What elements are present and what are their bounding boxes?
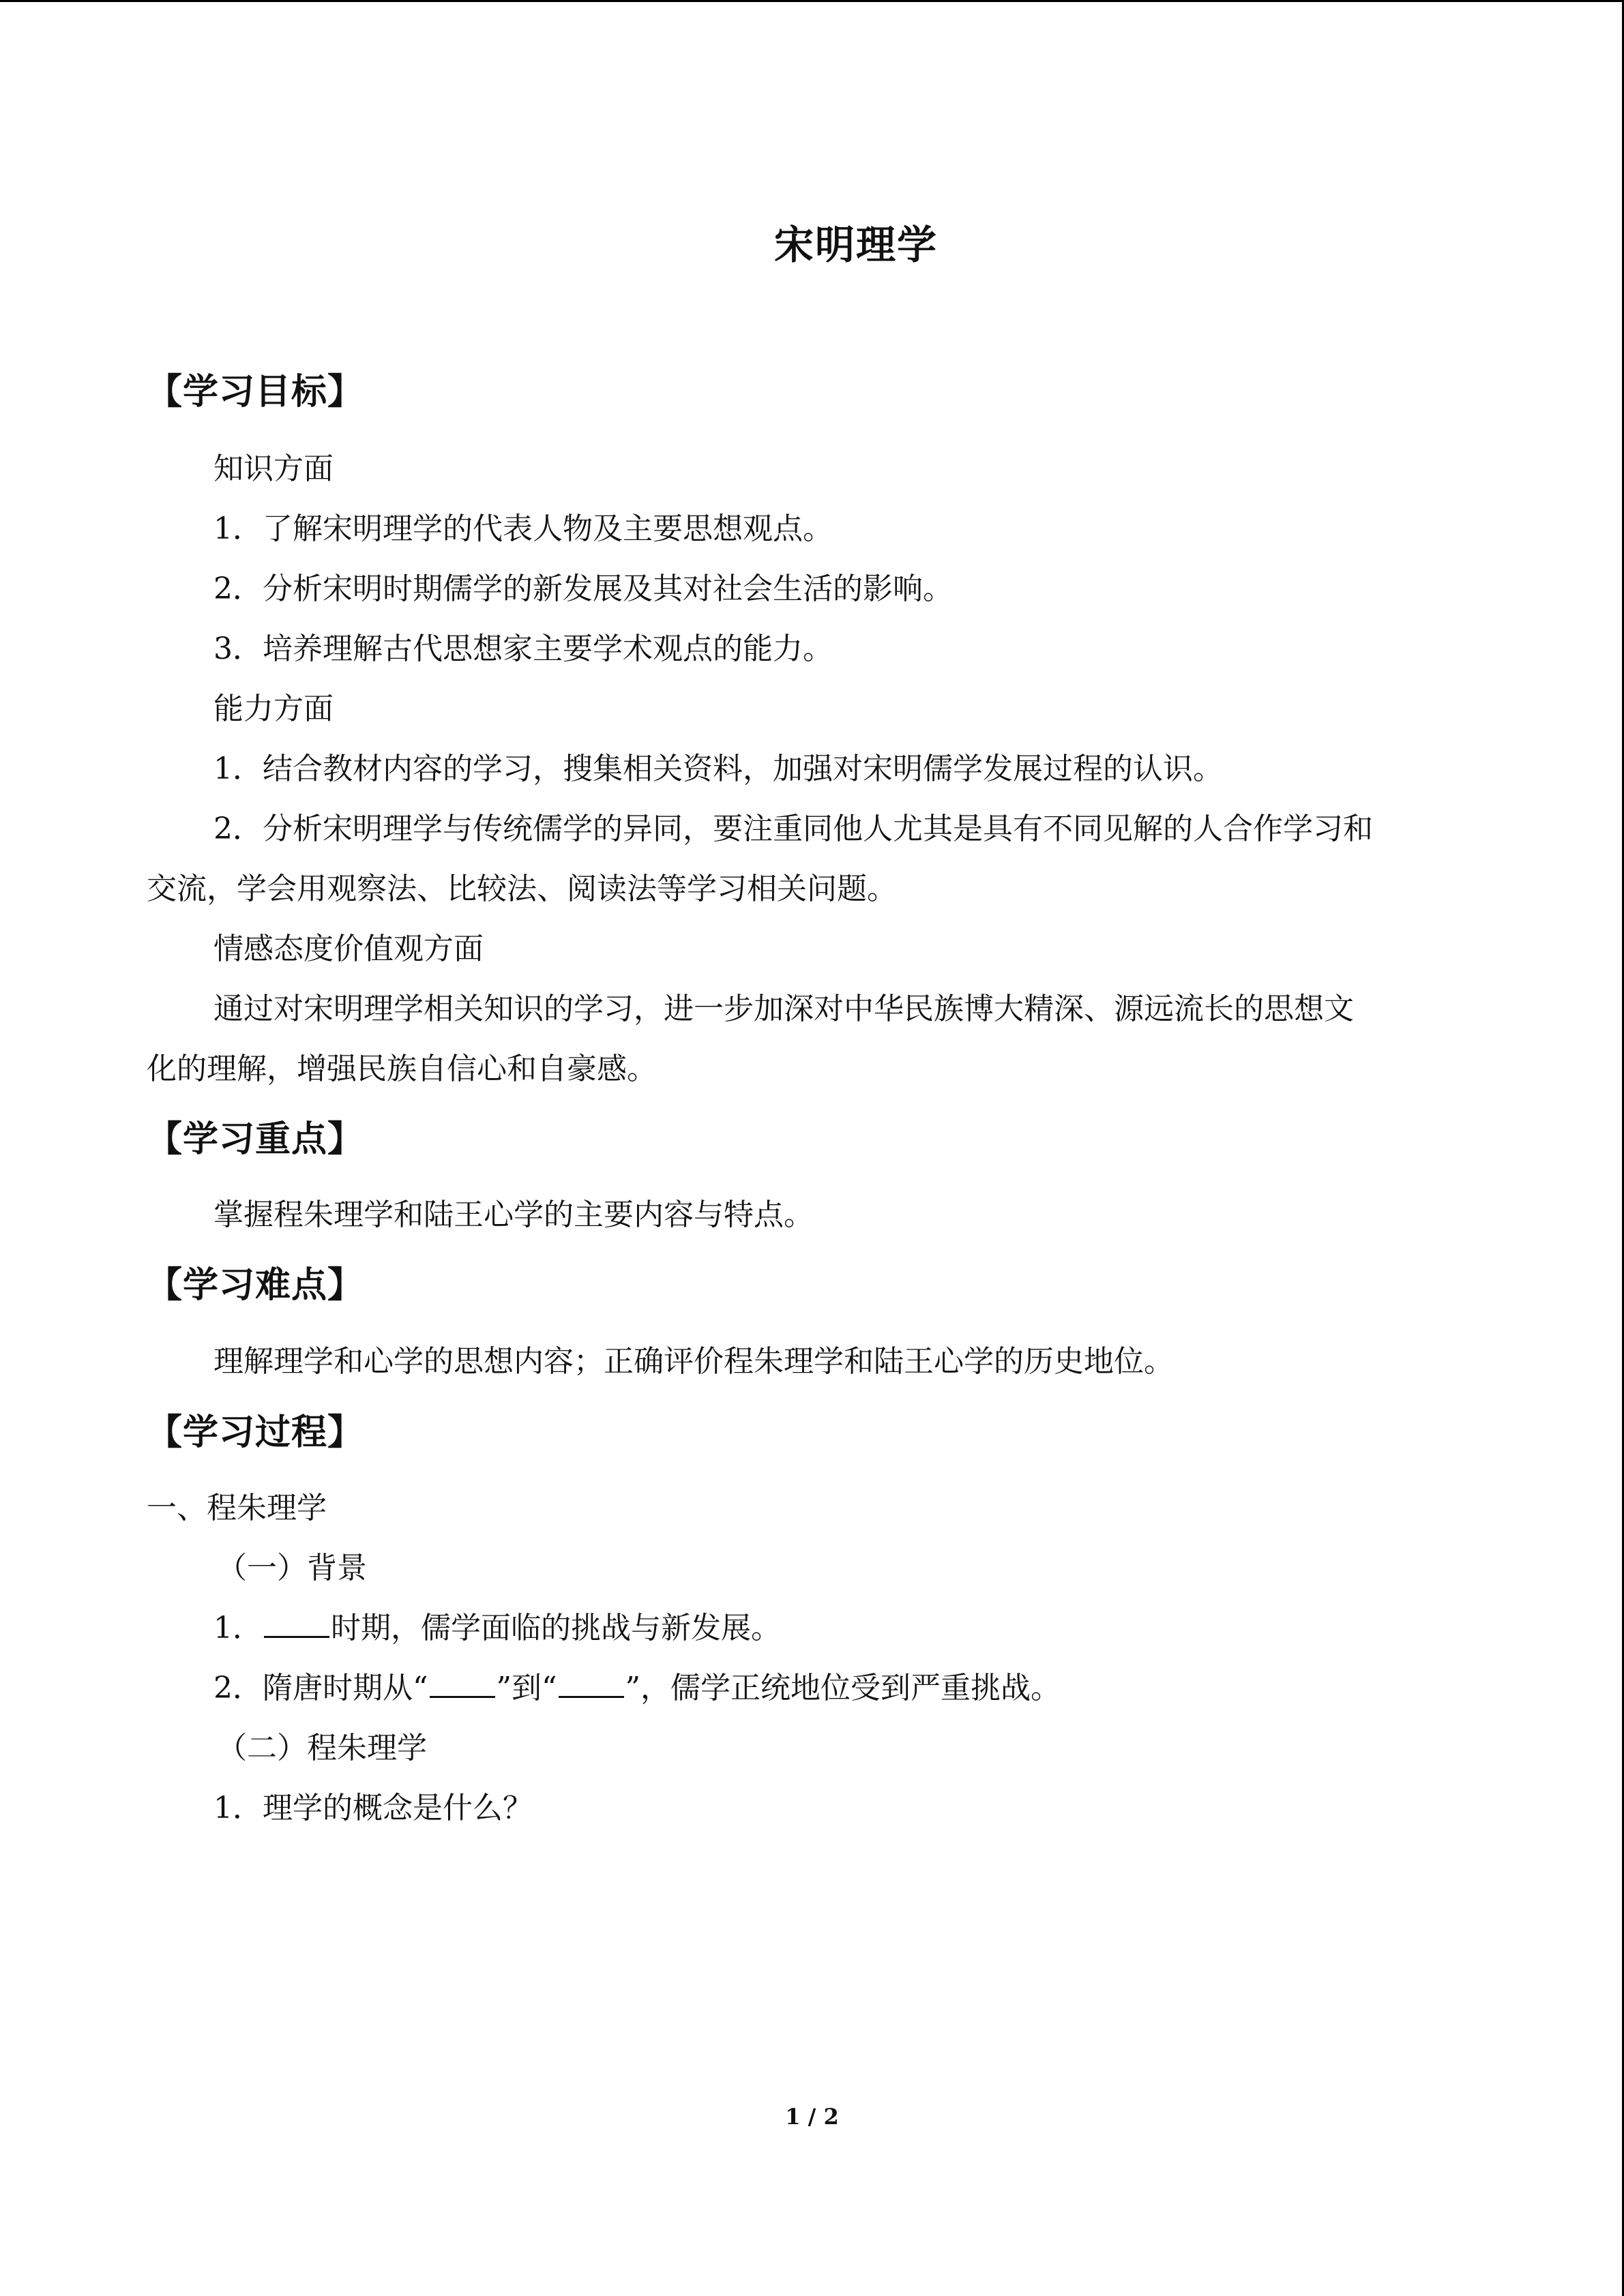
- process-item-1: [213, 1608, 781, 1649]
- ability-heading: 能力方面: [213, 691, 334, 726]
- fill-blank[interactable]: [430, 1669, 495, 1698]
- page-number: 1 / 2: [785, 2104, 839, 2130]
- ability-item-2-line-1: 2．分析宋明理学与传统儒学的异同，要注重同他人尤其是具有不同见解的人合作学习和: [213, 811, 1373, 846]
- knowledge-item-1: 1．了解宋明理学的代表人物及主要思想观点。: [213, 511, 833, 546]
- process-part-1: 一、程朱理学: [147, 1491, 327, 1525]
- emotion-line-2: 化的理解，增强民族自信心和自豪感。: [147, 1052, 657, 1086]
- key-points-text: 掌握程朱理学和陆王心学的主要内容与特点。: [213, 1197, 814, 1232]
- knowledge-heading: 知识方面: [213, 451, 334, 486]
- process-item-2: [213, 1668, 1061, 1709]
- page-border-top: [0, 0, 1624, 2]
- fill-blank[interactable]: [264, 1609, 329, 1638]
- process-item-2-suffix: ”，儒学正统地位受到严重挑战。: [625, 1671, 1061, 1705]
- knowledge-item-3: 3．培养理解古代思想家主要学术观点的能力。: [213, 631, 833, 666]
- process-item-3: 1．理学的概念是什么？: [213, 1791, 533, 1825]
- page-title: 宋明理学: [773, 222, 938, 268]
- emotion-line-1: 通过对宋明理学相关知识的学习，进一步加深对中华民族博大精深、源远流长的思想文: [213, 992, 1354, 1026]
- section-heading-process: 【学习过程】: [147, 1412, 364, 1453]
- knowledge-item-2: 2．分析宋明时期儒学的新发展及其对社会生活的影响。: [213, 571, 953, 606]
- process-sub-1: （一）背景: [217, 1551, 367, 1585]
- process-item-2-middle: ”到“: [496, 1671, 557, 1705]
- fill-blank[interactable]: [559, 1669, 624, 1698]
- process-sub-2: （二）程朱理学: [217, 1731, 427, 1765]
- process-item-1-prefix: 1．: [213, 1611, 263, 1645]
- process-item-1-suffix: 时期，儒学面临的挑战与新发展。: [331, 1611, 781, 1645]
- section-heading-key-points: 【学习重点】: [147, 1119, 364, 1160]
- emotion-heading: 情感态度价值观方面: [213, 931, 484, 966]
- difficulties-text: 理解理学和心学的思想内容；正确评价程朱理学和陆王心学的历史地位。: [213, 1344, 1174, 1379]
- section-heading-difficulties: 【学习难点】: [147, 1265, 364, 1306]
- ability-item-1: 1．结合教材内容的学习，搜集相关资料，加强对宋明儒学发展过程的认识。: [213, 751, 1223, 786]
- ability-item-2-line-2: 交流，学会用观察法、比较法、阅读法等学习相关问题。: [147, 871, 897, 906]
- process-item-2-prefix: 2．隋唐时期从“: [213, 1671, 428, 1705]
- section-heading-goals: 【学习目标】: [147, 372, 364, 413]
